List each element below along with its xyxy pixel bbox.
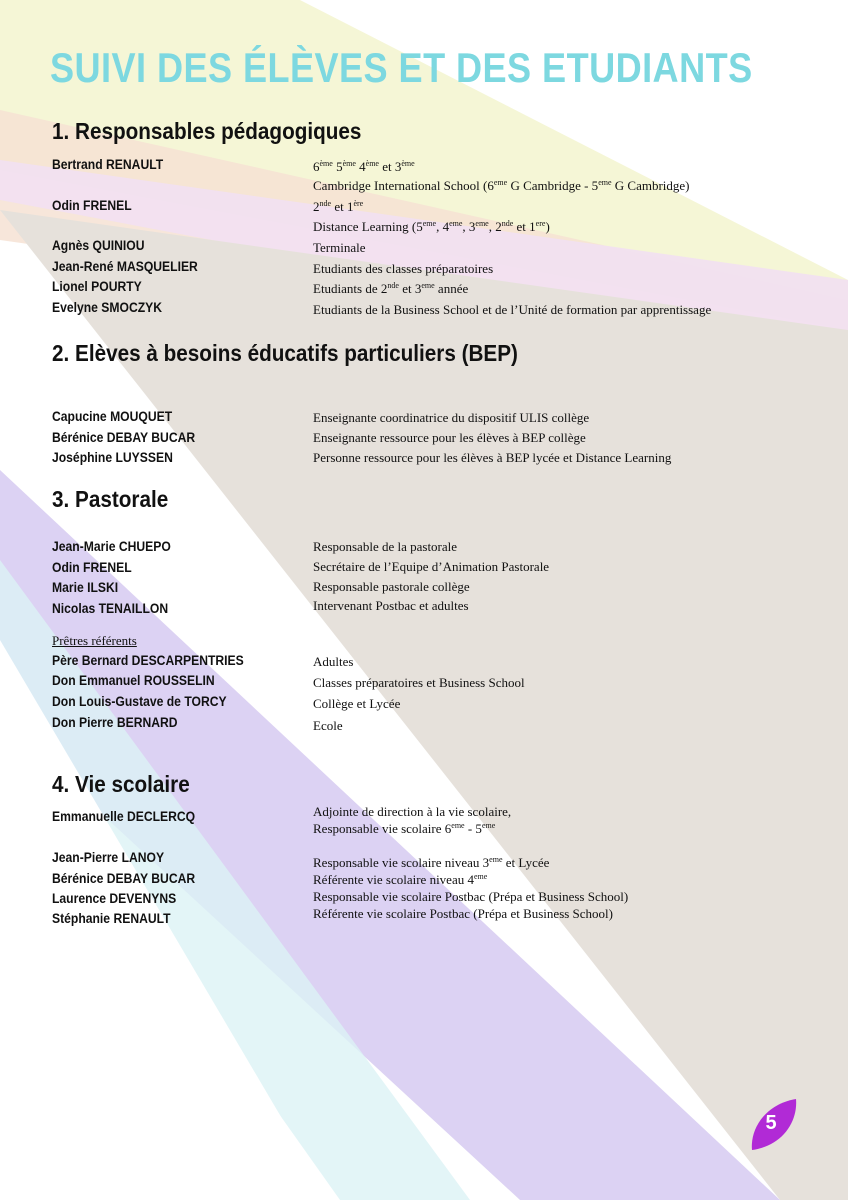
section-title-vie-scolaire: 4. Vie scolaire xyxy=(52,771,190,797)
person-role: Etudiants de la Business School et de l’Unité de formation par apprentissage xyxy=(313,302,712,317)
person-role: Enseignante ressource pour les élèves à BEP collège xyxy=(313,430,586,445)
person-role: Etudiants des classes préparatoires xyxy=(313,261,494,276)
person-name: Marie ILSKI xyxy=(52,580,119,595)
person-name: Jean-Marie CHUEPO xyxy=(52,539,171,554)
priest-role: Classes préparatoires et Business School xyxy=(313,675,525,690)
person-role: Secrétaire de l’Equipe d’Animation Pastorale xyxy=(313,559,550,574)
person-name: Capucine MOUQUET xyxy=(52,409,173,424)
person-name: Nicolas TENAILLON xyxy=(52,601,169,616)
priests-heading: Prêtres référents xyxy=(52,633,137,648)
priest-name: Don Louis-Gustave de TORCY xyxy=(52,694,227,709)
person-role: Responsable de la pastorale xyxy=(313,539,458,554)
priest-role: Ecole xyxy=(313,718,343,733)
person-role: Enseignante coordinatrice du dispositif ULIS collège xyxy=(313,410,590,425)
priest-name: Père Bernard DESCARPENTRIES xyxy=(52,653,244,668)
person-role: 6ème 5ème 4ème et 3ème xyxy=(313,159,415,174)
person-role: Intervenant Postbac et adultes xyxy=(313,598,469,613)
person-name: Stéphanie RENAULT xyxy=(52,911,171,926)
person-role: 2nde et 1ère xyxy=(313,199,364,214)
person-name: Laurence DEVENYNS xyxy=(52,891,177,906)
person-role: Terminale xyxy=(313,240,366,255)
person-name: Odin FRENEL xyxy=(52,560,132,575)
person-name: Jean-Pierre LANOY xyxy=(52,850,165,865)
section-title-responsables: 1. Responsables pédagogiques xyxy=(52,118,362,144)
section-title-bep: 2. Elèves à besoins éducatifs particuliers (BEP) xyxy=(52,340,518,366)
person-role: Responsable vie scolaire 6eme - 5eme xyxy=(313,821,496,836)
person-name: Odin FRENEL xyxy=(52,198,132,213)
person-role: Adjointe de direction à la vie scolaire, xyxy=(313,804,512,819)
section-title-pastorale: 3. Pastorale xyxy=(52,486,169,512)
person-role: Personne ressource pour les élèves à BEP lycée et Distance Learning xyxy=(313,450,672,465)
priest-role: Collège et Lycée xyxy=(313,696,401,711)
person-name: Agnès QUINIOU xyxy=(52,238,145,253)
person-name: Evelyne SMOCZYK xyxy=(52,300,163,315)
person-role: Responsable vie scolaire Postbac (Prépa et Business School) xyxy=(313,889,629,904)
person-name: Bérénice DEBAY BUCAR xyxy=(52,430,196,445)
person-name: Bertrand RENAULT xyxy=(52,157,164,172)
person-role: Responsable vie scolaire niveau 3eme et Lycée xyxy=(313,855,550,870)
page-number: 5 xyxy=(765,1112,777,1134)
person-name: Lionel POURTY xyxy=(52,279,142,294)
person-name: Emmanuelle DECLERCQ xyxy=(52,809,196,824)
person-role: Responsable pastorale collège xyxy=(313,579,470,594)
priest-name: Don Emmanuel ROUSSELIN xyxy=(52,673,215,688)
priest-role: Adultes xyxy=(313,654,354,669)
person-role: Référente vie scolaire Postbac (Prépa et Business School) xyxy=(313,906,613,921)
person-name: Jean-René MASQUELIER xyxy=(52,259,198,274)
person-role: Etudiants de 2nde et 3eme année xyxy=(313,281,469,296)
person-role: Référente vie scolaire niveau 4eme xyxy=(313,872,488,887)
page-title: SUIVI DES ÉLÈVES ET DES ETUDIANTS xyxy=(50,44,753,91)
person-name: Bérénice DEBAY BUCAR xyxy=(52,871,196,886)
page-number-badge xyxy=(748,1098,800,1152)
priest-name: Don Pierre BERNARD xyxy=(52,715,178,730)
person-name: Joséphine LUYSSEN xyxy=(52,450,173,465)
person-role: Cambridge International School (6eme G Cambridge - 5eme G Cambridge) xyxy=(313,178,690,193)
person-role: Distance Learning (5eme, 4eme, 3eme, 2nde et 1ere) xyxy=(313,219,550,234)
